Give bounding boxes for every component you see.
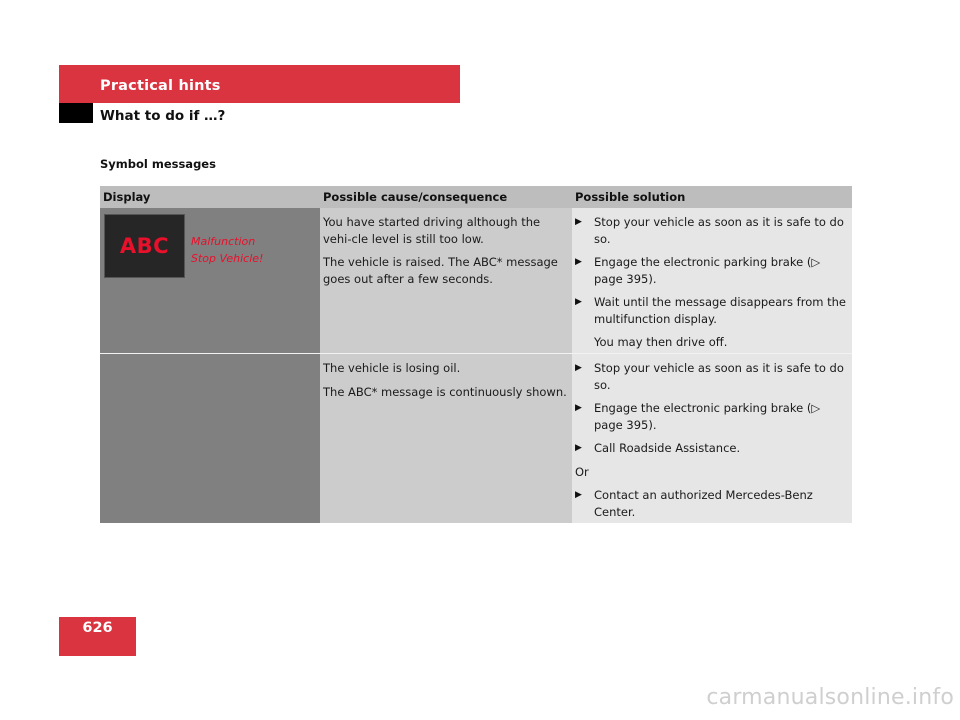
triangle-right-icon: ▶ xyxy=(575,363,582,373)
solution-step-text: Wait until the message disappears from the multifunction display. xyxy=(594,295,846,326)
solution-cell xyxy=(572,354,852,523)
column-header-cause: Possible cause/consequence xyxy=(323,190,508,204)
display-message-line: Malfunction xyxy=(191,235,256,248)
solution-step-text: Engage the electronic parking brake (▷ page 395). xyxy=(594,255,821,286)
triangle-right-icon: ▶ xyxy=(575,217,582,227)
table-row xyxy=(100,208,852,353)
display-cell xyxy=(100,354,320,523)
triangle-right-icon: ▶ xyxy=(575,490,582,500)
symbol-messages-table xyxy=(100,186,852,523)
cause-text: You have started driving although the vehi-cle level is still too low. xyxy=(323,215,541,246)
table-row xyxy=(100,353,852,523)
solution-step xyxy=(575,254,846,287)
solution-step xyxy=(575,440,846,457)
solution-cell xyxy=(572,208,852,353)
cause-cell xyxy=(320,208,572,353)
page-subtitle: What to do if …? xyxy=(100,108,226,124)
solution-step-text: Engage the electronic parking brake (▷ page 395). xyxy=(594,401,821,432)
solution-step-text: Call Roadside Assistance. xyxy=(594,441,741,455)
cause-text: The vehicle is raised. The ABC* message goes out after a few seconds. xyxy=(323,255,558,286)
display-cell xyxy=(100,208,320,353)
column-header-solution: Possible solution xyxy=(575,190,686,204)
solution-step xyxy=(575,360,846,393)
solution-step-text: Stop your vehicle as soon as it is safe to do so. xyxy=(594,215,844,246)
solution-step xyxy=(575,487,846,520)
abc-warning-icon xyxy=(104,214,185,278)
header-tab-marker xyxy=(59,103,93,123)
triangle-right-icon: ▶ xyxy=(575,403,582,413)
cause-text: The vehicle is losing oil. xyxy=(323,361,461,375)
display-message xyxy=(191,234,263,267)
watermark: carmanualsonline.info xyxy=(706,685,954,710)
triangle-right-icon: ▶ xyxy=(575,443,582,453)
triangle-right-icon: ▶ xyxy=(575,297,582,307)
abc-symbol-text: ABC xyxy=(119,233,170,258)
solution-note: You may then drive off. xyxy=(594,335,728,349)
header-title: Practical hints xyxy=(100,78,221,94)
solution-step-text: Contact an authorized Mercedes-Benz Center. xyxy=(594,488,813,519)
solution-step-text: Stop your vehicle as soon as it is safe to do so. xyxy=(594,361,844,392)
solution-step xyxy=(575,214,846,247)
cause-cell xyxy=(320,354,572,523)
table-header xyxy=(100,186,852,208)
or-label: Or xyxy=(575,464,589,479)
display-message-line: Stop Vehicle! xyxy=(191,251,264,265)
triangle-right-icon: ▶ xyxy=(575,257,582,267)
solution-step xyxy=(575,294,846,327)
column-header-display: Display xyxy=(103,190,151,204)
page-number: 626 xyxy=(82,620,113,636)
solution-step xyxy=(575,400,846,433)
section-heading: Symbol messages xyxy=(100,157,216,171)
cause-text: The ABC* message is continuously shown. xyxy=(323,384,567,399)
